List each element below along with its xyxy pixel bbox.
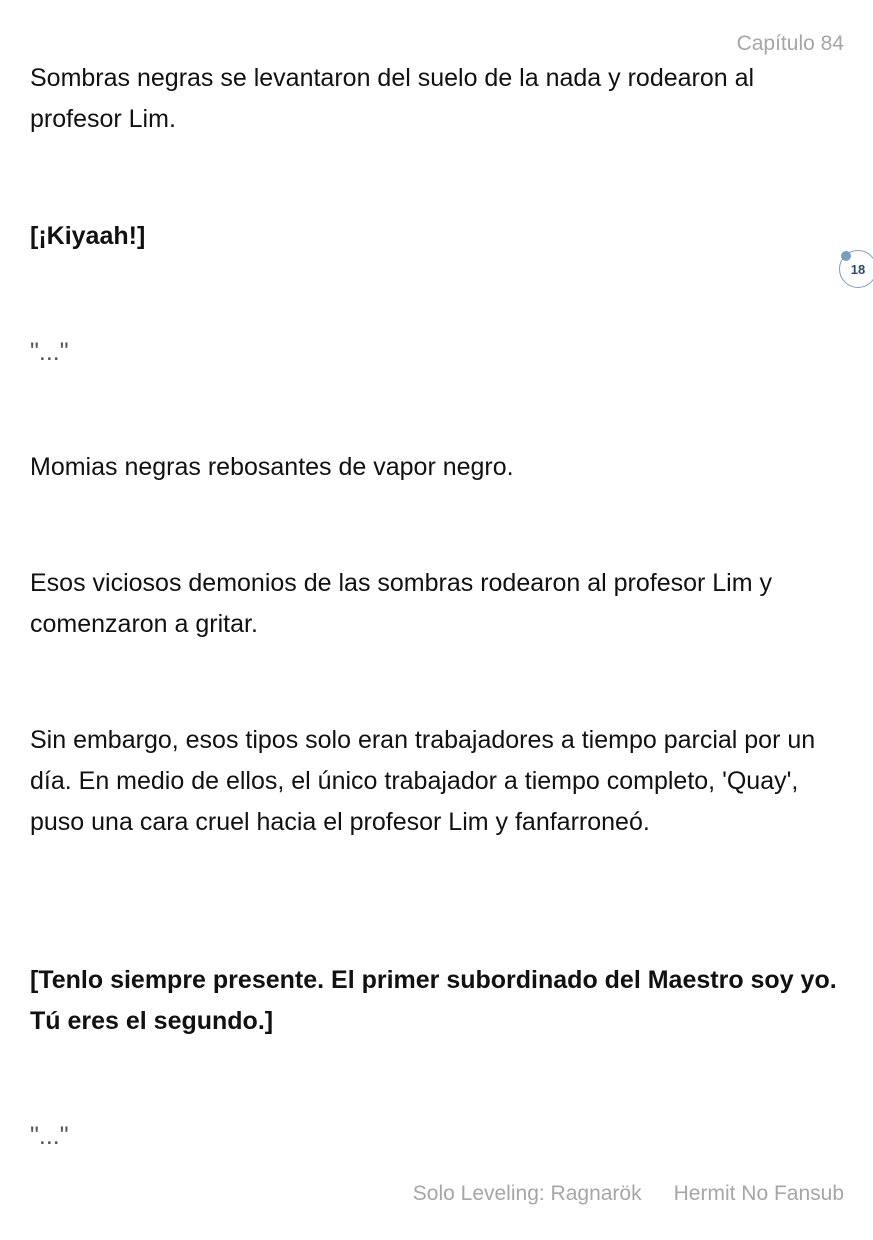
paragraph-dialogue: [Tenlo siempre presente. El primer subordinado del Maestro soy yo. Tú eres el segundo.]	[30, 966, 837, 1035]
paragraph: Esos viciosos demonios de las sombras rodearon al profesor Lim y comenzaron a gritar.	[30, 569, 773, 638]
translator-credit: Hermit No Fansub	[673, 1182, 844, 1205]
paragraph: Sin embargo, esos tipos solo eran trabajadores a tiempo parcial por un día. En medio de ellos, el único trabajador a tiempo completo, 'Quay', puso una cara cruel hacia el profesor Lim y fanfarroneó.	[30, 726, 816, 836]
paragraph-ellipsis: "..."	[30, 338, 69, 366]
chapter-label: Capítulo 84	[736, 32, 844, 55]
bookmark-dot-icon	[841, 251, 851, 261]
paragraph: Momias negras rebosantes de vapor negro.	[30, 453, 514, 481]
footer	[413, 1182, 844, 1206]
page-number: 18	[850, 261, 866, 277]
page-number-badge[interactable]	[839, 250, 873, 288]
paragraph-dialogue: [¡Kiyaah!]	[30, 222, 146, 250]
novel-title: Solo Leveling: Ragnarök	[412, 1182, 642, 1205]
paragraph-ellipsis: "..."	[30, 1122, 69, 1150]
paragraph: Sombras negras se levantaron del suelo de la nada y rodearon al profesor Lim.	[30, 64, 755, 133]
